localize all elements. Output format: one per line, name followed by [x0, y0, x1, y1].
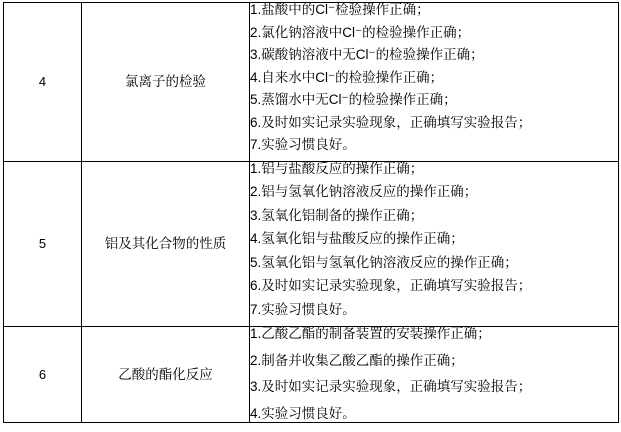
table-row	[4, 3, 619, 162]
requirement-item: 4.氢氧化铝与盐酸反应的操作正确；	[250, 231, 464, 246]
requirement-item: 2.制备并收集乙酸乙酯的操作正确；	[250, 352, 464, 368]
row-topic-cell: 氯离子的检验	[82, 3, 250, 162]
requirement-item: 2.铝与氢氧化钠溶液反应的操作正确；	[250, 184, 478, 199]
requirement-item: 6.及时如实记录实验现象，正确填写实验报告；	[250, 114, 532, 130]
row-number-cell: 5	[4, 161, 82, 327]
table-row	[4, 327, 619, 423]
row-topic-cell: 铝及其化合物的性质	[82, 161, 250, 327]
row-number-cell: 4	[4, 3, 82, 162]
requirement-item: 4.实验习惯良好。	[250, 405, 356, 421]
experiment-requirements-table	[3, 2, 619, 423]
row-items-cell	[250, 161, 619, 327]
requirement-item: 4.自来水中Cl⁻的检验操作正确；	[250, 69, 444, 85]
table-row	[4, 161, 619, 327]
requirement-item: 1.盐酸中的Cl⁻检验操作正确；	[250, 2, 430, 17]
requirement-item: 2.氯化钠溶液中Cl⁻的检验操作正确；	[250, 24, 471, 40]
requirement-item: 3.氢氧化铝制备的操作正确；	[250, 207, 424, 223]
requirement-item: 6.及时如实记录实验现象，正确填写实验报告；	[250, 278, 532, 293]
row-items-cell	[250, 327, 619, 423]
requirement-item: 5.氢氧化铝与氢氧化钠溶液反应的操作正确；	[250, 254, 518, 270]
row-topic-cell: 乙酸的酯化反应	[82, 327, 250, 423]
row-items-cell	[250, 3, 619, 162]
requirement-item: 3.碳酸钠溶液中无Cl⁻的检验操作正确；	[250, 47, 484, 62]
requirement-item: 5.蒸馏水中无Cl⁻的检验操作正确；	[250, 92, 457, 107]
requirement-item: 7.实验习惯良好。	[250, 137, 356, 152]
requirement-item: 1.乙酸乙酯的制备装置的安装操作正确；	[250, 326, 491, 341]
requirement-item: 1.铝与盐酸反应的操作正确；	[250, 160, 424, 176]
requirement-item: 3.及时如实记录实验现象，正确填写实验报告；	[250, 379, 532, 394]
row-number-cell: 6	[4, 327, 82, 423]
requirement-item: 7.实验习惯良好。	[250, 301, 356, 317]
table-body	[4, 3, 619, 423]
